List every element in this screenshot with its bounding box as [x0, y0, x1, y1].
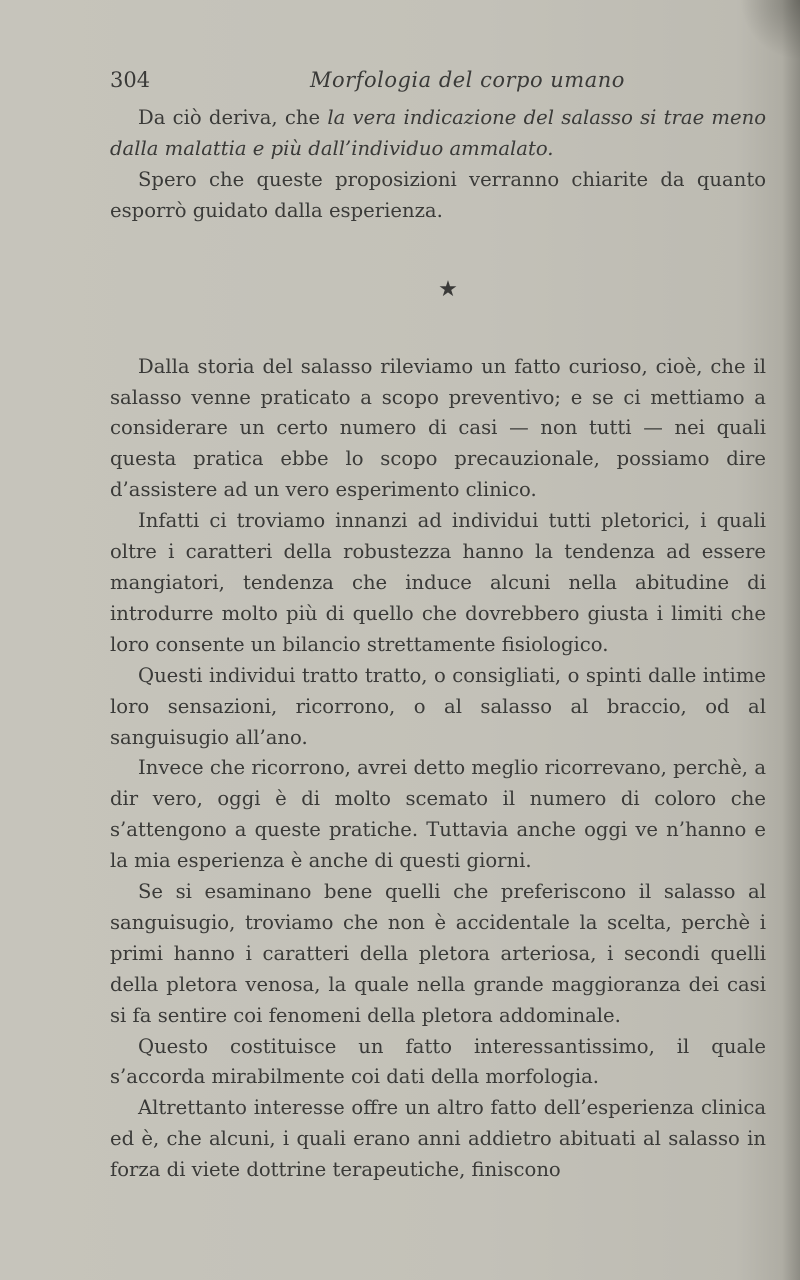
- paragraph-6: Invece che ricorrono, avrei detto meglio ricorrevano, perchè, a dir vero, oggi è di molto scemato il numero di coloro che s’attengono a queste pratiche. Tuttavia anche oggi ve n’hanno e la mia esperienza è anche di questi giorni.: [110, 756, 766, 873]
- paragraph-1: [110, 103, 766, 165]
- paragraph-3: Dalla storia del salasso rileviamo un fatto curioso, cioè, che il salasso venne praticato a scopo preventivo; e se ci mettiamo a considerare un certo numero di casi — non tutti — nei quali questa pratica ebbe lo scopo precauzionale, possiamo dire d’assistere ad un vero esperimento clinico.: [110, 354, 766, 502]
- page-corner-shadow: [740, 0, 800, 60]
- paragraph-7: Se si esaminano bene quelli che preferiscono il salasso al sanguisugio, troviamo che non è accidentale la scelta, perchè i primi hanno i caratteri della pletora arteriosa, i secondi quelli della pletora venosa, la quale nella grande maggioranza dei casi si fa sentire coi fenomeni della pletora addominale.: [110, 880, 766, 1027]
- paragraph-4: Infatti ci troviamo innanzi ad individui tutti pletorici, i quali oltre i caratteri della robustezza hanno la tendenza ad essere mangiatori, tendenza che induce alcuni nella abitudine di introdurre molto più di quello che dovrebbero giusta i limiti che loro consente un bilancio strettamente fisiologico.: [110, 509, 766, 656]
- paragraph-2: Spero che queste proposizioni verranno chiarite da quanto esporrò guidato dalla esperienza.: [110, 167, 766, 222]
- section-separator-star-icon: ★: [438, 276, 458, 302]
- paragraph-1-emphasis: la vera indicazione del salasso si trae meno dalla malattia e più dall’individuo ammalato.: [110, 106, 766, 160]
- paragraph-9: Altrettanto interesse offre un altro fatto dell’esperienza clinica ed è, che alcuni, i quali erano anni addietro abituati al salasso in forza di viete dottrine terapeutiche, finiscono: [110, 1096, 766, 1182]
- running-title: Morfologia del corpo umano: [310, 68, 625, 92]
- paragraph-5: Questi individui tratto tratto, o consigliati, o spinti dalle intime loro sensazioni, ricorrono, o al salasso al braccio, od al sanguisugio all’ano.: [110, 663, 766, 749]
- page-edge-shadow: [782, 0, 800, 1280]
- running-header: [110, 68, 770, 100]
- page-number: 304: [110, 68, 151, 92]
- paragraph-8: Questo costituisce un fatto interessantissimo, il quale s’accorda mirabilmente coi dati della morfologia.: [110, 1034, 766, 1089]
- page-body: [110, 103, 766, 1186]
- paragraph-1-start: Da ciò deriva, che: [138, 106, 328, 129]
